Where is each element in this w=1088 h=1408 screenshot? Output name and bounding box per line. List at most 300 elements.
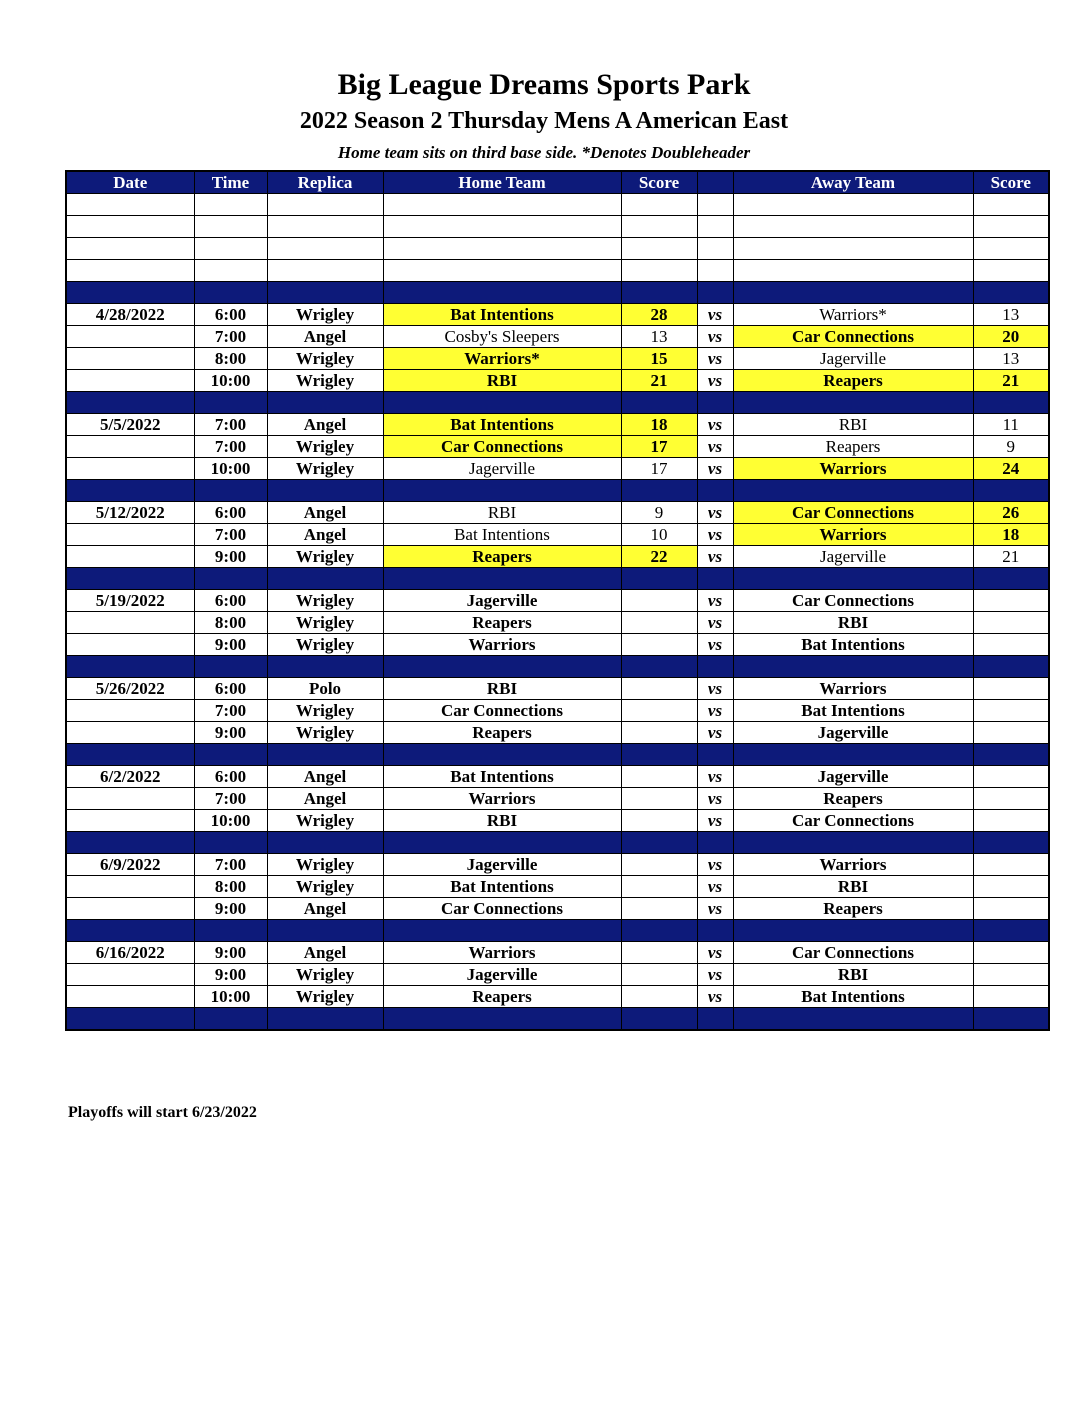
game-row	[66, 546, 1049, 568]
vs-label: vs	[697, 810, 733, 832]
game-row	[66, 766, 1049, 788]
blank-row-cell	[733, 238, 973, 260]
home-team: Warriors	[383, 942, 621, 964]
week-separator-cell	[733, 568, 973, 590]
away-score: 18	[973, 524, 1049, 546]
home-score	[621, 942, 697, 964]
game-time: 9:00	[194, 898, 267, 920]
home-score: 9	[621, 502, 697, 524]
week-separator	[66, 656, 1049, 678]
away-team: Car Connections	[733, 502, 973, 524]
blank-row-cell	[621, 194, 697, 216]
week-separator-cell	[194, 282, 267, 304]
blank-row-cell	[621, 216, 697, 238]
week-separator-cell	[973, 282, 1049, 304]
vs-label: vs	[697, 590, 733, 612]
week-separator-cell	[697, 480, 733, 502]
blank-row-cell	[973, 194, 1049, 216]
week-separator-cell	[66, 832, 194, 854]
game-row	[66, 590, 1049, 612]
week-separator	[66, 1008, 1049, 1031]
home-score: 21	[621, 370, 697, 392]
game-replica: Wrigley	[267, 348, 383, 370]
game-replica: Angel	[267, 502, 383, 524]
blank-row-cell	[973, 216, 1049, 238]
week-separator-cell	[383, 656, 621, 678]
game-time: 7:00	[194, 854, 267, 876]
col-header-home-team: Home Team	[383, 171, 621, 194]
week-separator-cell	[973, 832, 1049, 854]
home-team: Reapers	[383, 546, 621, 568]
away-team: Reapers	[733, 898, 973, 920]
week-separator-cell	[733, 744, 973, 766]
week-separator-cell	[383, 480, 621, 502]
game-replica: Angel	[267, 326, 383, 348]
blank-row-cell	[66, 216, 194, 238]
game-row	[66, 502, 1049, 524]
home-score	[621, 964, 697, 986]
away-team: Car Connections	[733, 942, 973, 964]
vs-label: vs	[697, 854, 733, 876]
game-time: 9:00	[194, 546, 267, 568]
away-score	[973, 612, 1049, 634]
week-separator-cell	[267, 656, 383, 678]
week-separator-cell	[973, 392, 1049, 414]
away-score: 20	[973, 326, 1049, 348]
away-score: 13	[973, 348, 1049, 370]
away-score	[973, 634, 1049, 656]
vs-label: vs	[697, 304, 733, 326]
away-score	[973, 942, 1049, 964]
game-row	[66, 788, 1049, 810]
home-score: 22	[621, 546, 697, 568]
away-team: Warriors	[733, 458, 973, 480]
game-time: 7:00	[194, 414, 267, 436]
game-replica: Angel	[267, 942, 383, 964]
vs-label: vs	[697, 612, 733, 634]
col-header-time: Time	[194, 171, 267, 194]
game-row	[66, 348, 1049, 370]
blank-row	[66, 216, 1049, 238]
home-team: Reapers	[383, 986, 621, 1008]
vs-label: vs	[697, 964, 733, 986]
game-date	[66, 964, 194, 986]
game-time: 10:00	[194, 370, 267, 392]
home-score	[621, 898, 697, 920]
game-time: 6:00	[194, 590, 267, 612]
game-replica: Wrigley	[267, 590, 383, 612]
away-score	[973, 810, 1049, 832]
game-row	[66, 458, 1049, 480]
game-row	[66, 678, 1049, 700]
home-team: Reapers	[383, 722, 621, 744]
home-score	[621, 854, 697, 876]
game-date	[66, 326, 194, 348]
week-separator-cell	[621, 1008, 697, 1031]
game-replica: Angel	[267, 524, 383, 546]
week-separator-cell	[621, 832, 697, 854]
game-row	[66, 700, 1049, 722]
blank-row-cell	[267, 260, 383, 282]
home-team: Bat Intentions	[383, 414, 621, 436]
week-separator-cell	[66, 1008, 194, 1031]
game-row	[66, 876, 1049, 898]
game-replica: Wrigley	[267, 810, 383, 832]
home-team: Car Connections	[383, 700, 621, 722]
game-replica: Polo	[267, 678, 383, 700]
week-separator-cell	[697, 1008, 733, 1031]
away-score	[973, 700, 1049, 722]
blank-row-cell	[66, 194, 194, 216]
col-header-date: Date	[66, 171, 194, 194]
header-row	[66, 171, 1049, 194]
game-replica: Wrigley	[267, 854, 383, 876]
home-team: Cosby's Sleepers	[383, 326, 621, 348]
blank-row	[66, 194, 1049, 216]
away-team: Bat Intentions	[733, 986, 973, 1008]
vs-label: vs	[697, 458, 733, 480]
blank-row-cell	[194, 194, 267, 216]
week-separator-cell	[383, 920, 621, 942]
week-separator-cell	[973, 920, 1049, 942]
week-separator-cell	[194, 656, 267, 678]
game-time: 6:00	[194, 502, 267, 524]
home-score: 17	[621, 458, 697, 480]
week-separator-cell	[733, 832, 973, 854]
blank-row-cell	[697, 194, 733, 216]
vs-label: vs	[697, 524, 733, 546]
game-row	[66, 304, 1049, 326]
week-separator-cell	[194, 744, 267, 766]
away-score: 9	[973, 436, 1049, 458]
game-time: 6:00	[194, 678, 267, 700]
home-team: Bat Intentions	[383, 524, 621, 546]
home-score	[621, 766, 697, 788]
game-time: 9:00	[194, 722, 267, 744]
away-score	[973, 986, 1049, 1008]
away-team: RBI	[733, 876, 973, 898]
week-separator-cell	[733, 920, 973, 942]
home-team: RBI	[383, 810, 621, 832]
schedule-body	[66, 194, 1049, 1031]
week-separator-cell	[697, 282, 733, 304]
week-separator-cell	[383, 1008, 621, 1031]
home-team: Jagerville	[383, 854, 621, 876]
week-separator-cell	[194, 392, 267, 414]
week-separator-cell	[621, 282, 697, 304]
blank-row-cell	[733, 260, 973, 282]
away-team: RBI	[733, 964, 973, 986]
game-date	[66, 722, 194, 744]
week-separator-cell	[697, 568, 733, 590]
game-time: 7:00	[194, 326, 267, 348]
away-score	[973, 678, 1049, 700]
col-header-vs	[697, 171, 733, 194]
home-score: 18	[621, 414, 697, 436]
col-header-away-team: Away Team	[733, 171, 973, 194]
game-date	[66, 788, 194, 810]
game-replica: Wrigley	[267, 722, 383, 744]
game-date	[66, 370, 194, 392]
game-replica: Wrigley	[267, 634, 383, 656]
game-time: 6:00	[194, 304, 267, 326]
vs-label: vs	[697, 700, 733, 722]
week-separator-cell	[697, 920, 733, 942]
away-team: Warriors	[733, 854, 973, 876]
week-separator-cell	[267, 832, 383, 854]
away-score: 24	[973, 458, 1049, 480]
game-date	[66, 612, 194, 634]
home-team: Reapers	[383, 612, 621, 634]
week-separator-cell	[66, 744, 194, 766]
blank-row-cell	[733, 194, 973, 216]
blank-row-cell	[383, 194, 621, 216]
week-separator-cell	[697, 832, 733, 854]
home-team: Jagerville	[383, 458, 621, 480]
week-separator-cell	[267, 568, 383, 590]
home-team: Bat Intentions	[383, 304, 621, 326]
game-row	[66, 524, 1049, 546]
home-team: Bat Intentions	[383, 876, 621, 898]
week-separator	[66, 920, 1049, 942]
home-score: 28	[621, 304, 697, 326]
home-team: Warriors	[383, 634, 621, 656]
week-separator-cell	[733, 656, 973, 678]
week-separator-cell	[973, 744, 1049, 766]
game-replica: Wrigley	[267, 700, 383, 722]
week-separator-cell	[194, 568, 267, 590]
game-date: 5/19/2022	[66, 590, 194, 612]
home-score: 17	[621, 436, 697, 458]
week-separator-cell	[267, 1008, 383, 1031]
game-time: 9:00	[194, 942, 267, 964]
week-separator-cell	[973, 568, 1049, 590]
game-time: 9:00	[194, 634, 267, 656]
game-date	[66, 986, 194, 1008]
blank-row-cell	[267, 194, 383, 216]
home-team: Car Connections	[383, 436, 621, 458]
week-separator	[66, 568, 1049, 590]
home-score	[621, 788, 697, 810]
game-time: 10:00	[194, 810, 267, 832]
week-separator-cell	[697, 392, 733, 414]
home-team: Jagerville	[383, 590, 621, 612]
game-time: 8:00	[194, 612, 267, 634]
week-separator-cell	[383, 568, 621, 590]
away-team: Car Connections	[733, 590, 973, 612]
blank-row-cell	[383, 238, 621, 260]
away-score	[973, 854, 1049, 876]
blank-row-cell	[973, 260, 1049, 282]
game-row	[66, 722, 1049, 744]
away-team: RBI	[733, 414, 973, 436]
week-separator-cell	[267, 480, 383, 502]
game-row	[66, 898, 1049, 920]
home-score: 15	[621, 348, 697, 370]
blank-row-cell	[621, 260, 697, 282]
vs-label: vs	[697, 986, 733, 1008]
game-time: 6:00	[194, 766, 267, 788]
vs-label: vs	[697, 348, 733, 370]
game-replica: Wrigley	[267, 436, 383, 458]
game-time: 7:00	[194, 436, 267, 458]
blank-row-cell	[194, 260, 267, 282]
game-date: 4/28/2022	[66, 304, 194, 326]
game-time: 7:00	[194, 700, 267, 722]
away-score	[973, 766, 1049, 788]
away-team: Warriors	[733, 524, 973, 546]
game-date	[66, 348, 194, 370]
game-date	[66, 458, 194, 480]
game-date: 6/2/2022	[66, 766, 194, 788]
col-header-home-score: Score	[621, 171, 697, 194]
playoffs-note: Playoffs will start 6/23/2022	[68, 1104, 257, 1121]
blank-row-cell	[697, 216, 733, 238]
week-separator-cell	[267, 920, 383, 942]
col-header-away-score: Score	[973, 171, 1049, 194]
away-team: RBI	[733, 612, 973, 634]
week-separator-cell	[194, 832, 267, 854]
game-time: 8:00	[194, 348, 267, 370]
blank-row-cell	[194, 216, 267, 238]
week-separator-cell	[733, 480, 973, 502]
week-separator-cell	[66, 282, 194, 304]
vs-label: vs	[697, 326, 733, 348]
away-team: Warriors	[733, 678, 973, 700]
game-row	[66, 436, 1049, 458]
vs-label: vs	[697, 678, 733, 700]
week-separator-cell	[621, 568, 697, 590]
away-score: 21	[973, 370, 1049, 392]
game-replica: Wrigley	[267, 304, 383, 326]
home-score	[621, 986, 697, 1008]
away-team: Jagerville	[733, 722, 973, 744]
home-team: RBI	[383, 502, 621, 524]
week-separator-cell	[697, 656, 733, 678]
game-row	[66, 326, 1049, 348]
game-row	[66, 634, 1049, 656]
game-date	[66, 634, 194, 656]
blank-row	[66, 238, 1049, 260]
game-date	[66, 700, 194, 722]
vs-label: vs	[697, 634, 733, 656]
schedule-note: Home team sits on third base side. *Denotes Doubleheader	[337, 143, 751, 162]
home-score	[621, 678, 697, 700]
game-replica: Angel	[267, 788, 383, 810]
blank-row-cell	[733, 216, 973, 238]
home-score	[621, 700, 697, 722]
blank-row-cell	[267, 216, 383, 238]
away-score: 21	[973, 546, 1049, 568]
week-separator-cell	[267, 392, 383, 414]
game-replica: Wrigley	[267, 986, 383, 1008]
home-team: Bat Intentions	[383, 766, 621, 788]
game-time: 9:00	[194, 964, 267, 986]
week-separator-cell	[66, 480, 194, 502]
home-score	[621, 612, 697, 634]
game-time: 10:00	[194, 458, 267, 480]
away-score: 11	[973, 414, 1049, 436]
vs-label: vs	[697, 766, 733, 788]
week-separator-cell	[621, 744, 697, 766]
vs-label: vs	[697, 436, 733, 458]
week-separator-cell	[66, 392, 194, 414]
away-team: Car Connections	[733, 810, 973, 832]
away-score	[973, 788, 1049, 810]
week-separator	[66, 282, 1049, 304]
game-time: 8:00	[194, 876, 267, 898]
game-row	[66, 964, 1049, 986]
away-team: Bat Intentions	[733, 700, 973, 722]
game-date: 6/9/2022	[66, 854, 194, 876]
blank-row-cell	[973, 238, 1049, 260]
game-date	[66, 898, 194, 920]
game-row	[66, 414, 1049, 436]
game-time: 7:00	[194, 524, 267, 546]
away-score	[973, 590, 1049, 612]
blank-row-cell	[697, 238, 733, 260]
game-date	[66, 810, 194, 832]
game-date: 6/16/2022	[66, 942, 194, 964]
vs-label: vs	[697, 942, 733, 964]
week-separator-cell	[383, 392, 621, 414]
week-separator-cell	[267, 282, 383, 304]
game-row	[66, 810, 1049, 832]
away-team: Jagerville	[733, 546, 973, 568]
game-replica: Angel	[267, 414, 383, 436]
week-separator-cell	[621, 392, 697, 414]
home-team: Warriors	[383, 788, 621, 810]
col-header-replica: Replica	[267, 171, 383, 194]
vs-label: vs	[697, 370, 733, 392]
game-time: 10:00	[194, 986, 267, 1008]
game-row	[66, 370, 1049, 392]
blank-row-cell	[267, 238, 383, 260]
away-team: Car Connections	[733, 326, 973, 348]
vs-label: vs	[697, 546, 733, 568]
home-team: RBI	[383, 370, 621, 392]
week-separator-cell	[733, 1008, 973, 1031]
blank-row-cell	[66, 238, 194, 260]
week-separator-cell	[383, 832, 621, 854]
week-separator	[66, 392, 1049, 414]
page-title: Big League Dreams Sports Park	[337, 68, 751, 101]
home-team: Warriors*	[383, 348, 621, 370]
home-score	[621, 810, 697, 832]
schedule-table	[65, 170, 1050, 1031]
game-replica: Wrigley	[267, 546, 383, 568]
home-team: Car Connections	[383, 898, 621, 920]
week-separator	[66, 832, 1049, 854]
week-separator-cell	[697, 744, 733, 766]
week-separator	[66, 744, 1049, 766]
home-score: 10	[621, 524, 697, 546]
away-score	[973, 898, 1049, 920]
page-subtitle: 2022 Season 2 Thursday Mens A American East	[299, 108, 789, 134]
game-row	[66, 986, 1049, 1008]
blank-row-cell	[66, 260, 194, 282]
week-separator-cell	[973, 1008, 1049, 1031]
away-team: Reapers	[733, 788, 973, 810]
game-row	[66, 942, 1049, 964]
away-score: 26	[973, 502, 1049, 524]
game-time: 7:00	[194, 788, 267, 810]
game-date: 5/5/2022	[66, 414, 194, 436]
game-date: 5/26/2022	[66, 678, 194, 700]
week-separator-cell	[383, 282, 621, 304]
vs-label: vs	[697, 502, 733, 524]
away-team: Jagerville	[733, 348, 973, 370]
